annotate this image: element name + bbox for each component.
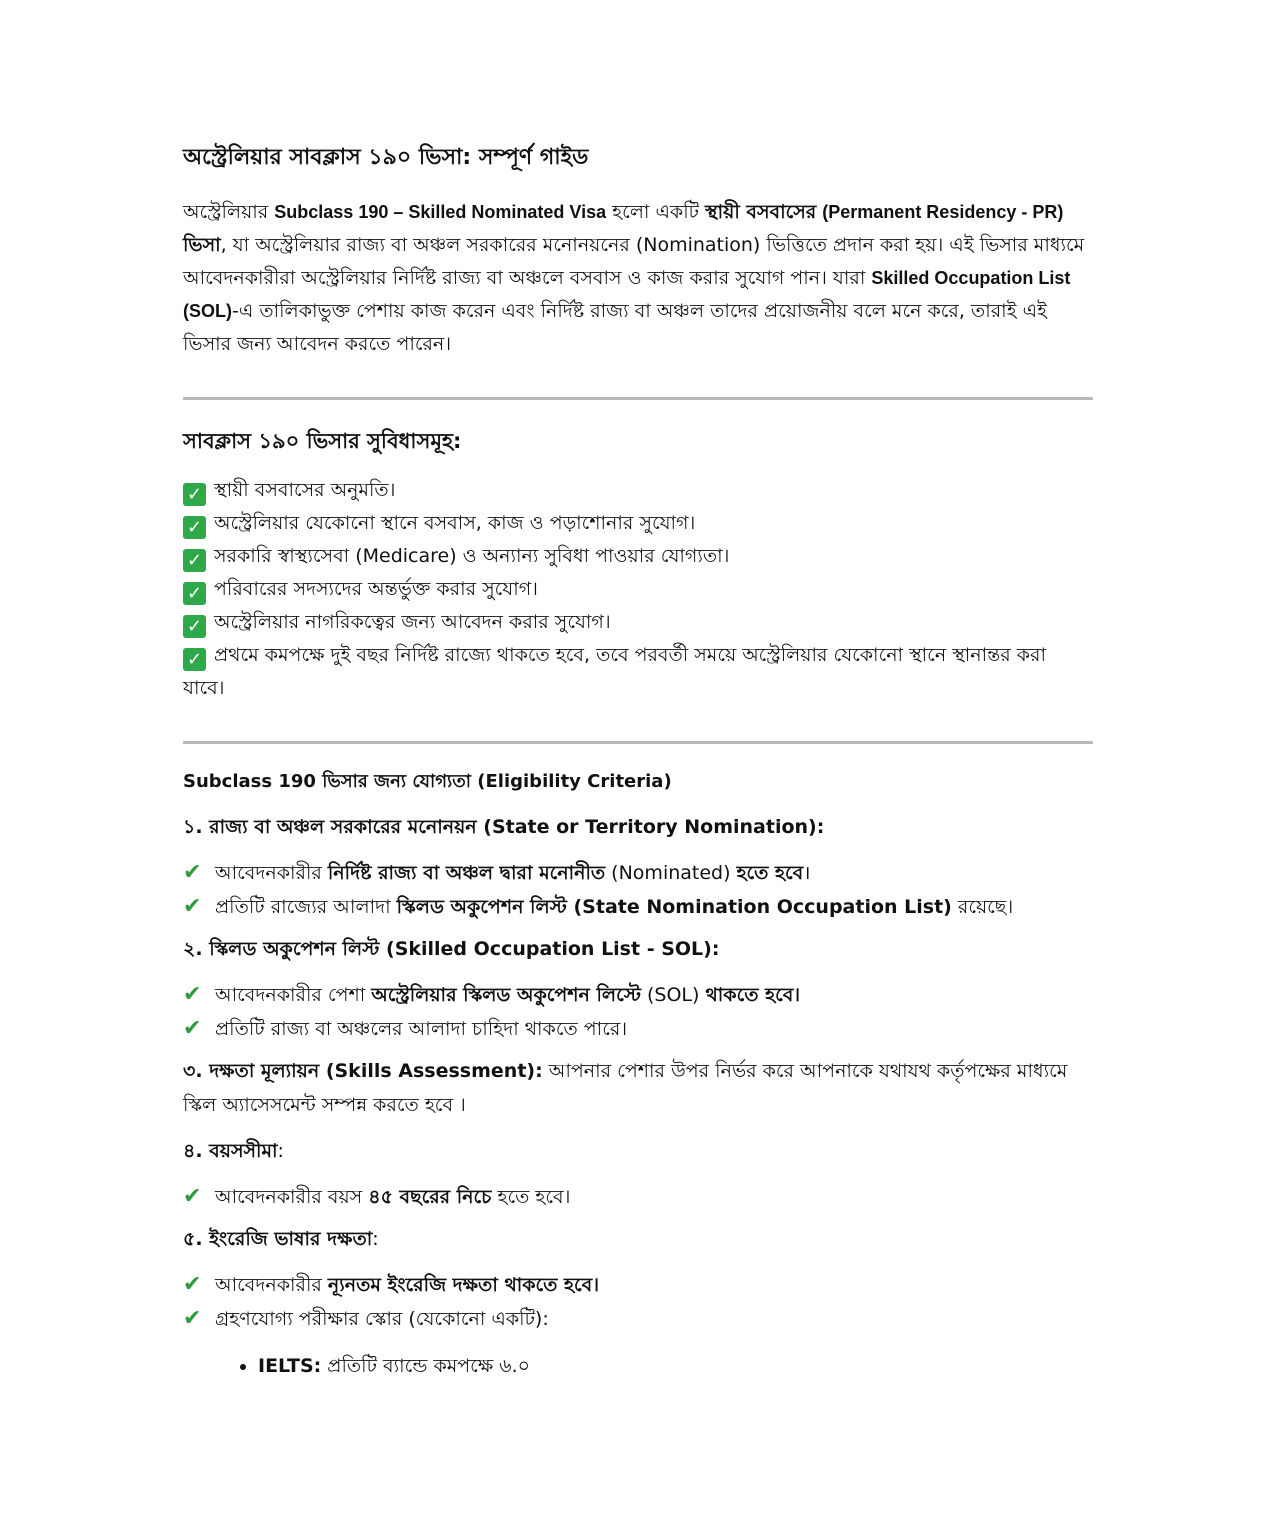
list-item: ✓ প্রথমে কমপক্ষে দুই বছর নির্দিষ্ট রাজ্যে থাকতে হবে, তবে পরবর্তী সময়ে অস্ট্রেলিয়ার যেকোনো স্থানে স্থানান্তর করা যাবে।	[183, 644, 1046, 699]
benefits-list	[183, 474, 1093, 705]
intro-paragraph: অস্ট্রেলিয়ার Subclass 190 – Skilled Nominated Visa হলো একটি স্থায়ী বসবাসের (Permanent Residency - PR) ভিসা, যা অস্ট্রেলিয়ার রাজ্য বা অঞ্চল সরকারের মনোনয়নের (Nomination) ভিত্তিতে প্রদান করা হয়। এই ভিসার মাধ্যমে আবেদনকারীরা অস্ট্রেলিয়ার নির্দিষ্ট রাজ্য বা অঞ্চলে বসবাস ও কাজ করার সুযোগ পান। যারা Skilled Occupation List (SOL)-এ তালিকাভুক্ত পেশায় কাজ করেন এবং নির্দিষ্ট রাজ্য বা অঞ্চল তাদের প্রয়োজনীয় বলে মনে করে, তারাই এই ভিসার জন্য আবেদন করতে পারেন।	[183, 201, 1085, 355]
check-mark-icon: ✔	[183, 982, 202, 1007]
divider	[183, 397, 1093, 400]
criterion-2-heading: ২. স্কিলড অকুপেশন লিস্ট (Skilled Occupation List - SOL):	[183, 938, 720, 960]
list-item: ✔ আবেদনকারীর বয়স ৪৫ বছরের নিচে হতে হবে।	[183, 1180, 1093, 1214]
list-item: ✓ অস্ট্রেলিয়ার নাগরিকত্বের জন্য আবেদন করার সুযোগ।	[183, 606, 1093, 639]
criterion-5-heading: ৫. ইংরেজি ভাষার দক্ষতা:	[183, 1228, 379, 1250]
list-item: • IELTS: প্রতিটি ব্যান্ডে কমপক্ষে ৬.০	[258, 1350, 1093, 1383]
list-item: ✔ প্রতিটি রাজ্যের আলাদা স্কিলড অকুপেশন লিস্ট (State Nomination Occupation List) রয়েছে।	[183, 890, 1093, 924]
check-mark-icon: ✔	[183, 860, 202, 885]
check-mark-icon: ✔	[183, 1306, 202, 1331]
list-item: ✔ আবেদনকারীর ন্যূনতম ইংরেজি দক্ষতা থাকতে হবে।	[183, 1268, 1093, 1302]
list-item: ✔ গ্রহণযোগ্য পরীক্ষার স্কোর (যেকোনো একটি):	[183, 1302, 1093, 1336]
check-mark-icon: ✔	[183, 1016, 202, 1041]
check-mark-icon: ✔	[183, 1184, 202, 1209]
check-box-icon: ✓	[183, 483, 206, 506]
check-mark-icon: ✔	[183, 894, 202, 919]
check-box-icon: ✓	[183, 615, 206, 638]
divider	[183, 741, 1093, 744]
benefits-heading: সাবক্লাস ১৯০ ভিসার সুবিধাসমূহ:	[183, 429, 462, 453]
list-item: ✓ পরিবারের সদস্যদের অন্তর্ভুক্ত করার সুযোগ।	[183, 573, 1093, 606]
list-item: ✔ প্রতিটি রাজ্য বা অঞ্চলের আলাদা চাহিদা থাকতে পারে।	[183, 1012, 1093, 1046]
check-box-icon: ✓	[183, 516, 206, 539]
check-box-icon: ✓	[183, 648, 206, 671]
test-score-list	[183, 1350, 1093, 1383]
check-box-icon: ✓	[183, 582, 206, 605]
list-item: ✓ স্থায়ী বসবাসের অনুমতি।	[183, 474, 1093, 507]
list-item: ✔ আবেদনকারীর নির্দিষ্ট রাজ্য বা অঞ্চল দ্বারা মনোনীত (Nominated) হতে হবে।	[183, 856, 1093, 890]
page-title: অস্ট্রেলিয়ার সাবক্লাস ১৯০ ভিসা: সম্পূর্ণ গাইড	[183, 145, 589, 170]
document-page	[183, 138, 1093, 1383]
check-box-icon: ✓	[183, 549, 206, 572]
list-item: ✓ সরকারি স্বাস্থ্যসেবা (Medicare) ও অন্যান্য সুবিধা পাওয়ার যোগ্যতা।	[183, 540, 1093, 573]
criterion-4-heading: ৪. বয়সসীমা:	[183, 1140, 284, 1162]
eligibility-heading: Subclass 190 ভিসার জন্য যোগ্যতা (Eligibility Criteria)	[183, 771, 672, 792]
criterion-1-heading: ১. রাজ্য বা অঞ্চল সরকারের মনোনয়ন (State or Territory Nomination):	[183, 816, 825, 838]
check-mark-icon: ✔	[183, 1272, 202, 1297]
list-item: ✔ আবেদনকারীর পেশা অস্ট্রেলিয়ার স্কিলড অকুপেশন লিস্টে (SOL) থাকতে হবে।	[183, 978, 1093, 1012]
list-item: ✓ অস্ট্রেলিয়ার যেকোনো স্থানে বসবাস, কাজ ও পড়াশোনার সুযোগ।	[183, 507, 1093, 540]
criterion-3-paragraph: ৩. দক্ষতা মূল্যায়ন (Skills Assessment): আপনার পেশার উপর নির্ভর করে আপনাকে যথাযথ কর্তৃপক্ষের মাধ্যমে স্কিল অ্যাসেসমেন্ট সম্পন্ন করতে হবে ।	[183, 1060, 1068, 1116]
